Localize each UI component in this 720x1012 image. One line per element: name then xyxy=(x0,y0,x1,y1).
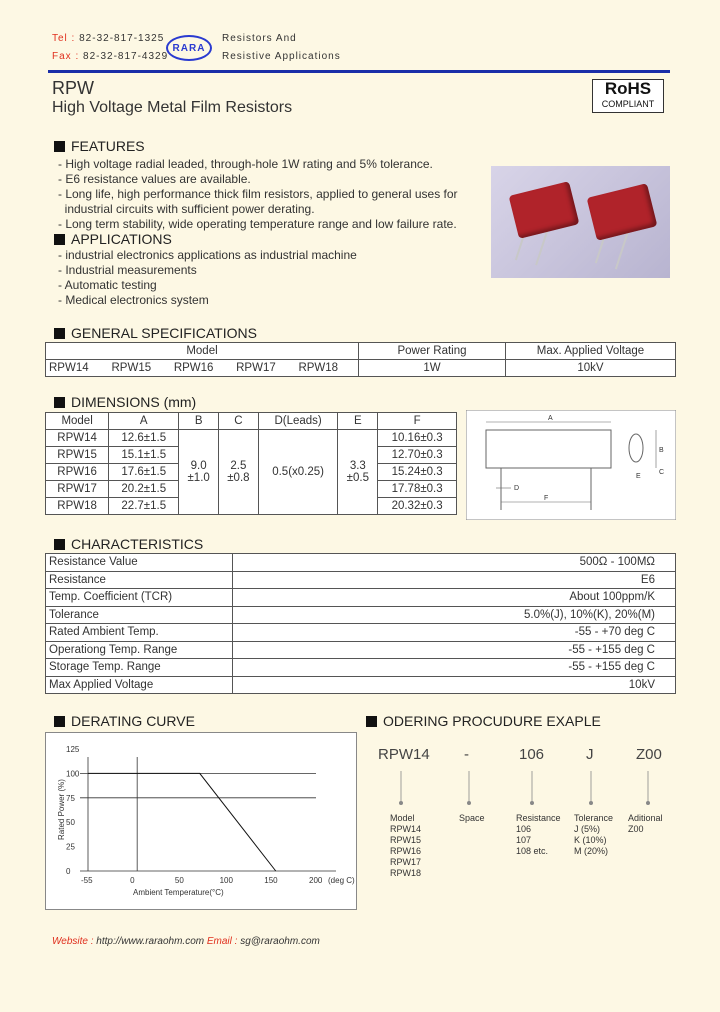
table-row xyxy=(46,606,676,624)
applications-heading-text: APPLICATIONS xyxy=(71,231,172,247)
ordering-heading-text: ODERING PROCUDURE EXAPLE xyxy=(383,713,601,729)
y-tick-label: 125 xyxy=(66,745,80,754)
product-code: RPW xyxy=(52,78,94,98)
dim-f: 17.78±0.3 xyxy=(378,481,457,498)
series-line xyxy=(88,773,276,871)
order-part-tolerance: J xyxy=(586,746,594,763)
feature-item: industrial circuits with sufficient power derating. xyxy=(58,202,315,216)
applications-heading xyxy=(54,231,172,247)
dim-d: 0.5(x0.25) xyxy=(258,430,338,515)
applications-list xyxy=(58,248,357,308)
dim-col: A xyxy=(109,413,179,430)
feature-item: - Long life, high performance thick film resistors, applied to general uses for xyxy=(58,187,458,201)
model-cell: RPW17 xyxy=(233,360,295,377)
fax-number: 82-32-817-4329 xyxy=(83,51,169,62)
application-item: - Industrial measurements xyxy=(58,263,197,277)
application-item: - industrial electronics applications as industrial machine xyxy=(58,248,357,262)
y-tick-label: 75 xyxy=(66,793,75,803)
x-tick-label: 100 xyxy=(219,876,233,885)
order-model: RPW17 xyxy=(390,857,422,867)
order-model: RPW14 xyxy=(390,824,422,834)
char-label: Max Applied Voltage xyxy=(46,676,233,694)
order-part-resistance: 106 xyxy=(519,746,545,763)
dim-e-tol: ±0.5 xyxy=(346,472,369,484)
dim-col: Model xyxy=(46,413,109,430)
dim-a: 17.6±1.5 xyxy=(109,464,179,481)
dim-b-value: 9.0 xyxy=(190,460,207,472)
resistor-lead xyxy=(615,231,629,270)
dim-c-tol: ±0.8 xyxy=(227,472,250,484)
order-optional-label: Aditional xyxy=(628,813,663,823)
feature-item: - High voltage radial leaded, through-hole 1W rating and 5% tolerance. xyxy=(58,157,433,171)
footer xyxy=(52,936,320,947)
diagram-label-b: B xyxy=(659,447,664,454)
pointer-dot xyxy=(467,801,471,805)
char-label: Storage Temp. Range xyxy=(46,659,233,677)
derating-heading xyxy=(54,713,195,729)
order-resistance-label: Resistance xyxy=(516,813,561,823)
char-label: Resistance xyxy=(46,571,233,589)
char-value: 500Ω - 100MΩ xyxy=(233,554,676,572)
order-tolerance: J (5%) xyxy=(574,824,601,834)
table-row xyxy=(46,659,676,677)
tel-number: 82-32-817-1325 xyxy=(79,33,165,44)
table-row xyxy=(46,589,676,607)
rohs-main: RoHS xyxy=(604,79,652,98)
chart-xunit: (deg C) xyxy=(328,876,355,885)
dim-a: 22.7±1.5 xyxy=(109,498,179,515)
product-photo xyxy=(491,166,670,278)
order-model: RPW18 xyxy=(390,868,422,878)
ordering-pointers xyxy=(366,769,672,819)
col-voltage: Max. Applied Voltage xyxy=(506,343,676,360)
rohs-sub: COMPLIANT xyxy=(601,99,655,109)
tagline-2: Resistive Applications xyxy=(222,51,341,62)
order-tolerance-list xyxy=(574,813,613,857)
bullet-square-icon xyxy=(54,539,65,550)
feature-item: - E6 resistance values are available. xyxy=(58,172,251,186)
dim-model: RPW17 xyxy=(46,481,109,498)
col-model: Model xyxy=(46,343,359,360)
ordering-example xyxy=(366,733,672,911)
order-model-list xyxy=(390,813,421,879)
tagline-1: Resistors And xyxy=(222,33,297,44)
dim-a: 15.1±1.5 xyxy=(109,447,179,464)
order-space-label: Space xyxy=(459,813,485,823)
general-spec-heading xyxy=(54,325,257,341)
fax-line xyxy=(52,51,168,62)
chart-xlabel: Ambient Temperature(°C) xyxy=(133,888,224,897)
table-row xyxy=(46,624,676,642)
diagram-label-f: F xyxy=(544,495,549,502)
order-tolerance: M (20%) xyxy=(574,846,609,856)
model-cell: RPW18 xyxy=(295,360,358,377)
dim-f: 12.70±0.3 xyxy=(378,447,457,464)
char-value: -55 - +70 deg C xyxy=(233,624,676,642)
bullet-square-icon xyxy=(54,397,65,408)
table-row xyxy=(46,571,676,589)
email-label: Email : xyxy=(206,936,238,947)
pointer-dot xyxy=(399,801,403,805)
diagram-frame xyxy=(466,410,676,520)
char-label: Resistance Value xyxy=(46,554,233,572)
model-cell: RPW15 xyxy=(109,360,171,377)
order-resistance: 107 xyxy=(516,835,532,845)
dimensions-heading-text: DIMENSIONS (mm) xyxy=(71,394,197,410)
dim-col: D(Leads) xyxy=(258,413,338,430)
order-optional: Z00 xyxy=(628,824,644,834)
bullet-square-icon xyxy=(366,716,377,727)
characteristics-heading xyxy=(54,536,203,552)
x-tick-label: -55 xyxy=(81,876,93,885)
dim-c-value: 2.5 xyxy=(230,460,247,472)
dim-f: 15.24±0.3 xyxy=(378,464,457,481)
char-label: Operationg Temp. Range xyxy=(46,641,233,659)
rohs-badge xyxy=(592,79,664,113)
char-value: -55 - +155 deg C xyxy=(233,659,676,677)
header-divider xyxy=(48,70,670,73)
x-tick-label: 200 xyxy=(309,876,323,885)
tel-label: Tel : xyxy=(52,33,76,44)
ordering-heading xyxy=(366,713,601,729)
order-optional-list xyxy=(628,813,663,835)
dim-b xyxy=(179,430,219,515)
bullet-square-icon xyxy=(54,141,65,152)
order-tolerance: K (10%) xyxy=(574,835,607,845)
model-cell: RPW16 xyxy=(171,360,233,377)
char-label: Rated Ambient Temp. xyxy=(46,624,233,642)
dim-e-value: 3.3 xyxy=(349,460,366,472)
order-part-model: RPW14 xyxy=(378,746,430,763)
x-tick-label: 0 xyxy=(130,876,135,885)
order-part-optional: Z00 xyxy=(636,746,662,763)
dim-c xyxy=(219,430,259,515)
resistor-body xyxy=(587,183,658,241)
table-row xyxy=(46,641,676,659)
pointer-dot xyxy=(589,801,593,805)
order-resistance-list xyxy=(516,813,561,857)
features-heading-text: FEATURES xyxy=(71,138,145,154)
dim-model: RPW14 xyxy=(46,430,109,447)
char-value: 5.0%(J), 10%(K), 20%(M) xyxy=(233,606,676,624)
bullet-square-icon xyxy=(54,328,65,339)
y-tick-label: 25 xyxy=(66,842,75,852)
dimension-diagram xyxy=(466,410,676,520)
dim-col: E xyxy=(338,413,378,430)
table-row xyxy=(46,676,676,694)
voltage-value: 10kV xyxy=(506,360,676,377)
chart-ylabel: Rated Power (%) xyxy=(57,779,66,840)
pointer-dot xyxy=(530,801,534,805)
char-label: Temp. Coefficient (TCR) xyxy=(46,589,233,607)
website-link[interactable]: http://www.raraohm.com xyxy=(96,936,205,947)
dim-f: 20.32±0.3 xyxy=(378,498,457,515)
order-tolerance-label: Tolerance xyxy=(574,813,614,823)
application-item: - Automatic testing xyxy=(58,278,157,292)
product-name: High Voltage Metal Film Resistors xyxy=(52,99,293,116)
bullet-square-icon xyxy=(54,716,65,727)
characteristics-table xyxy=(45,553,676,694)
dim-a: 20.2±1.5 xyxy=(109,481,179,498)
fax-label: Fax : xyxy=(52,51,80,62)
order-model: RPW15 xyxy=(390,835,422,845)
dim-a: 12.6±1.5 xyxy=(109,430,179,447)
company-logo: RARA xyxy=(166,35,212,61)
dim-model: RPW16 xyxy=(46,464,109,481)
dim-col: C xyxy=(219,413,259,430)
char-value: About 100ppm/K xyxy=(233,589,676,607)
dim-f: 10.16±0.3 xyxy=(378,430,457,447)
dim-e xyxy=(338,430,378,515)
col-power: Power Rating xyxy=(359,343,506,360)
char-label: Tolerance xyxy=(46,606,233,624)
x-tick-label: 50 xyxy=(174,876,184,885)
application-item: - Medical electronics system xyxy=(58,293,209,307)
pointer-dot xyxy=(646,801,650,805)
dimensions-heading xyxy=(54,394,196,410)
order-model-label: Model xyxy=(390,813,415,823)
diagram-label-c: C xyxy=(659,469,665,476)
features-list xyxy=(58,157,458,232)
diagram-label-a: A xyxy=(548,415,553,422)
table-row xyxy=(46,554,676,572)
y-tick-label: 0 xyxy=(66,867,71,876)
characteristics-heading-text: CHARACTERISTICS xyxy=(71,536,204,552)
model-cell: RPW14 xyxy=(46,360,109,377)
dim-model: RPW15 xyxy=(46,447,109,464)
tel-line xyxy=(52,33,164,44)
y-tick-label: 50 xyxy=(66,818,75,828)
order-part-space: - xyxy=(464,746,469,763)
resistor-body xyxy=(509,181,580,239)
dim-col: F xyxy=(378,413,457,430)
y-tick-label: 100 xyxy=(66,769,80,779)
general-spec-heading-text: GENERAL SPECIFICATIONS xyxy=(71,325,257,341)
dim-b-tol: ±1.0 xyxy=(187,472,210,484)
x-tick-label: 150 xyxy=(264,876,278,885)
dim-col: B xyxy=(179,413,219,430)
order-model: RPW16 xyxy=(390,846,422,856)
feature-item: - Long term stability, wide operating temperature range and low failure rate. xyxy=(58,217,457,231)
diagram-label-e: E xyxy=(636,473,641,480)
general-spec-table xyxy=(45,342,676,377)
power-value: 1W xyxy=(359,360,506,377)
order-resistance: 108 etc. xyxy=(516,846,549,856)
order-resistance: 106 xyxy=(516,824,532,834)
bullet-square-icon xyxy=(54,234,65,245)
char-value: -55 - +155 deg C xyxy=(233,641,676,659)
char-value: 10kV xyxy=(233,676,676,694)
char-value: E6 xyxy=(233,571,676,589)
diagram-label-d: D xyxy=(514,485,520,492)
features-heading xyxy=(54,138,145,154)
dimensions-table xyxy=(45,412,457,515)
email-link[interactable]: sg@raraohm.com xyxy=(240,936,320,947)
derating-heading-text: DERATING CURVE xyxy=(71,713,195,729)
website-label: Website : xyxy=(52,936,94,947)
derating-chart xyxy=(45,732,357,910)
dim-model: RPW18 xyxy=(46,498,109,515)
